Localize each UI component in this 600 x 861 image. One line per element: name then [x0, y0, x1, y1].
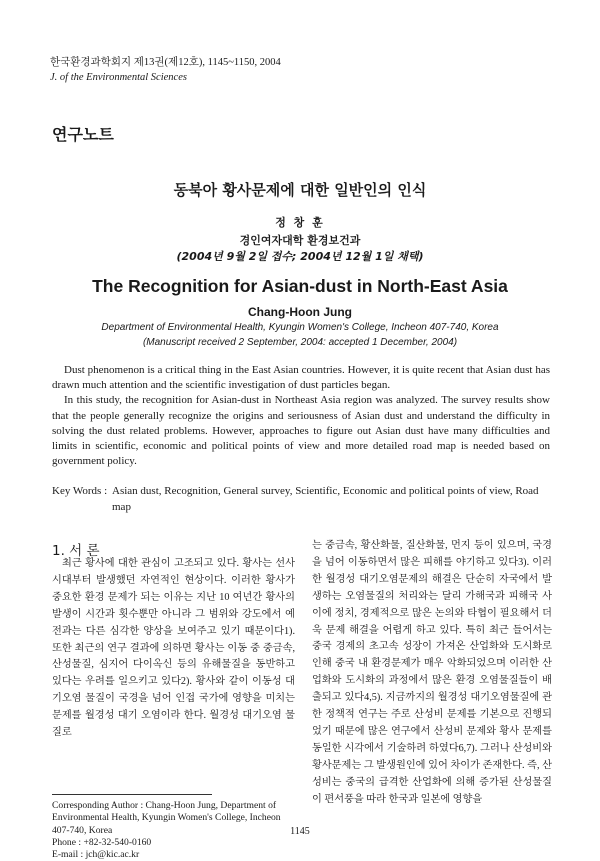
section-heading: 1. 서 론	[52, 543, 100, 559]
korean-author: 정 창 훈	[275, 216, 325, 229]
english-author: Chang-Hoon Jung	[248, 305, 352, 319]
keywords-text: Asian dust, Recognition, General survey, Scientific, Economic and political points of view, Road	[112, 485, 539, 497]
journal-english-name: J. of the Environmental Sciences	[50, 72, 187, 83]
footnote-author: Corresponding Author : Chang-Hoon Jung, Department of Environmental Health, Kyungin Women's College, Incheon 407-740, Korea	[52, 800, 281, 836]
abstract	[52, 363, 550, 469]
journal-reference: 한국환경과학회지 제13권(제12호), 1145~1150, 2004	[50, 57, 281, 68]
page-number: 1145	[290, 826, 310, 837]
english-affiliation: Department of Environmental Health, Kyungin Women's College, Incheon 407-740, Korea	[101, 322, 499, 333]
keywords-continuation: map	[112, 500, 131, 513]
body-left-column	[52, 556, 295, 742]
korean-affiliation: 경인여자대학 환경보건과	[239, 234, 361, 247]
korean-dates: (2004년 9월 2일 접수; 2004년 12월 1일 채택)	[176, 250, 424, 263]
abstract-paragraph: In this study, the recognition for Asian-dust in Northeast Asia region was analyzed. The survey results show that the people generally recognize the origins and seriousness of Asian dust and understand the difficulty in solving the dust related problems. However, approaches to figure out Asian dust have many difficulties and limits in scientific, economic and political points of view and more detailed road map is needed based on government policy.	[52, 394, 550, 468]
footnote-email: E-mail : jch@kic.ac.kr	[52, 849, 140, 861]
abstract-paragraph: Dust phenomenon is a critical thing in the East Asian countries. However, it is quite recent that Asian dust has drawn much attention and the scientific investigation of dust particles began.	[52, 364, 550, 392]
english-received: (Manuscript received 2 September, 2004: accepted 1 December, 2004)	[142, 337, 458, 348]
keywords	[52, 484, 552, 515]
footnote-divider	[52, 794, 212, 795]
footnote-phone: Phone : +82-32-540-0160	[52, 836, 152, 848]
body-paragraph: 최근 황사에 대한 관심이 고조되고 있다. 황사는 선사시대부터 발생했던 자연적인 현상이다. 이러한 황사가 중요한 환경 문제가 되는 이유는 지난 10 여년간 황사의 발생이 시간과 횟수뿐만 아니라 그 범위와 강도에서 예전과는 다른 심각한 양상을 보여주고 있기 때문이다1). 또한 최근의 연구 결과에 의하면 황사는 이동 중 중금속, 산성물질, 심지어 다이옥신 등의 유해물질을 동반하고 있다는 우려를 일으키고 있다2). 황사와 같이 이동성 대기오염 물질이 국경을 넘어 인접 국가에 영향을 미치는 문제를 월경성 대기 오염이라 한다. 월경성 대기오염 물질로	[52, 558, 295, 739]
keywords-label: Key Words :	[52, 485, 108, 497]
journal-header	[50, 55, 281, 85]
section-label: 연구노트	[52, 125, 114, 144]
english-title: The Recognition for Asian-dust in North-East Asia	[92, 276, 508, 296]
body-paragraph: 는 중금속, 황산화물, 질산화물, 먼지 등이 있으며, 국경을 넘어 이동하면서 많은 피해를 야기하고 있다3). 이러한 월경성 대기오염문제의 해결은 단순히 자국에서 발생하는 오염물질의 처리와는 달리 가해국과 피해국 사이에 정치, 경제적으로 많은 논의와 타협이 필요해서 더욱 문제 해결을 어렵게 하고 있다. 특히 최근 들어서는 중국 경제의 초고속 성장이 가져온 산업화와 도시화로 인해 중국 내 환경문제가 매우 악화되었으며 이러한 산업화와 도시화의 과정에서 많은 환경 오염물질들이 배출되고 있다4,5). 지금까지의 월경성 대기오염물질에 관한 정책적 연구는 주로 산성비 문제를 기본으로 진행되었기 때문에 많은 연구에서 산성비 문제와 황사 문제를 동일한 시각에서 기술하려 하였다6,7). 그러나 산성비와 황사문제는 그 발생원인에 있어 차이가 존재한다. 즉, 산성비는 중국의 급격한 산업화에 의해 증가된 산성물질이 편서풍을 따라 한국과 일본에 영향을	[312, 540, 552, 805]
body-right-column	[312, 538, 552, 809]
korean-title: 동북아 황사문제에 대한 일반인의 인식	[173, 181, 427, 199]
